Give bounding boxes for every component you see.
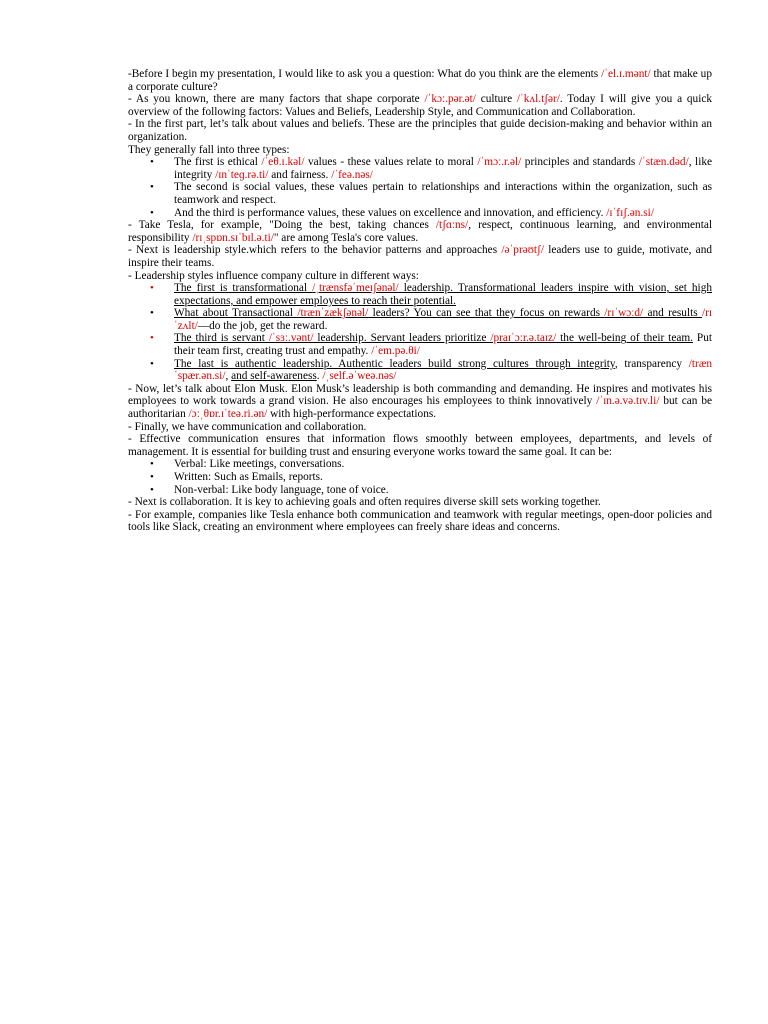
ipa-chance: /tʃɑːns/	[435, 219, 469, 232]
paragraph-factors: - As you known, there are many factors that shape corporate /ˈkɔː.pər.ət/ culture /ˈkʌl.tʃər/. Today I will give you a quick overview of the following factors: Values and Beliefs, Leadership Style, and Communication and Collaboration.	[128, 93, 712, 118]
ipa-prioritize: /praɪˈɔːr.ə.taɪz/	[490, 332, 557, 345]
bullet-icon: •	[150, 458, 154, 471]
ipa-corporate: /ˈkɔː.pər.ət/	[424, 93, 476, 106]
ipa-transparency: /trænˈspær.ən.si/	[174, 357, 713, 383]
ipa-fairness: /ˈfeə.nəs/	[331, 168, 373, 181]
ipa-transactional: /trænˈzækʃənəl/	[297, 307, 369, 320]
list-item-ethical: • The first is ethical /ˈeθ.ɪ.kəl/ values - these values relate to moral /ˈmɔː.r.əl/ principles and standards /ˈstæn.dəd/, like integrity /ɪnˈteɡ.rə.ti/ and fairness. /ˈfeə.nəs/	[150, 156, 712, 181]
bullet-icon: •	[150, 206, 154, 219]
paragraph-effective-communication: - Effective communication ensures that information flows smoothly between employees, departments, and levels of management. It is essential for building trust and ensuring everyone works toward the same goal. It can be:	[128, 433, 712, 458]
red-bullet-icon: •	[150, 282, 154, 295]
paragraph-collaboration: - Next is collaboration. It is key to achieving goals and often requires diverse skill sets working together.	[128, 496, 601, 509]
bullet-icon: •	[150, 307, 154, 320]
paragraph-three-types: They generally fall into three types:	[128, 143, 290, 156]
bullet-icon: •	[150, 483, 154, 496]
ipa-transformational: /ˌtrænsfəˈmeɪʃənəl/	[312, 282, 399, 295]
list-item-written: • Written: Such as Emails, reports.	[150, 471, 323, 483]
paragraph-elon-musk: - Now, let’s talk about Elon Musk. Elon Musk’s leadership is both commanding and demanding. He inspires and motivates his employees to work towards a grand vision. He also encourages his employees to think innovatively /ˈɪn.ə.və.tɪv.li/ but can be authoritarian /ɔːˌθɒr.ɪˈteə.ri.ən/ with high-performance expectations.	[128, 382, 712, 421]
ipa-result: /rɪˈzʌlt/	[174, 307, 712, 332]
ipa-moral: /ˈmɔː.r.əl/	[477, 156, 522, 169]
ipa-standard: /ˈstæn.dəd/	[638, 156, 689, 169]
list-item-non-verbal: • Non-verbal: Like body language, tone of voice.	[150, 483, 389, 496]
ipa-responsibility: /rɪˌspɒn.sɪˈbɪl.ə.ti/	[192, 231, 274, 244]
ipa-element: /ˈel.ɪ.mənt/	[601, 68, 651, 80]
list-item-servant: • The third is servant /ˈsɜː.vənt/ leadership. Servant leaders prioritize /praɪˈɔːr.ə.taɪz/ the well-being of their team. Put their team first, creating trust and empathy. /ˈem.pə.θi/	[150, 332, 712, 358]
paragraph-leadership-style: - Next is leadership style.which refers to the behavior patterns and approaches /əˈprəʊtʃ/ leaders use to guide, motivate, and inspire their teams.	[128, 244, 712, 269]
paragraph-leadership-styles: - Leadership styles influence company culture in different ways:	[128, 269, 419, 282]
list-item-social: • The second is social values, these values pertain to relationships and interactions within the organization, such as teamwork and respect.	[150, 181, 712, 206]
list-item-transactional: • What about Transactional /trænˈzækʃənəl/ leaders? You can see that they focus on rewards /rɪˈwɔːd/ and results /rɪˈzʌlt/—do the job, get the reward.	[150, 307, 712, 332]
ipa-reward: /rɪˈwɔːd/	[604, 307, 644, 320]
bullet-icon: •	[150, 156, 154, 169]
red-bullet-icon: •	[150, 332, 154, 345]
paragraph-tesla-example: - For example, companies like Tesla enhance both communication and teamwork with regular meetings, open-door policies and tools like Slack, creating an environment where employees can freely share ideas and concerns.	[128, 508, 712, 534]
paragraph-values-beliefs: - In the first part, let’s talk about values and beliefs. These are the principles that guide decision-making and behavior within an organization.	[128, 118, 712, 143]
document-body	[128, 68, 712, 534]
ipa-self-awareness: /ˌself.əˈweə.nəs/	[322, 370, 397, 383]
bullet-icon: •	[150, 471, 154, 483]
list-item-authentic: • The last is authentic leadership. Authentic leaders build strong cultures through integrity, transparency /trænˈspær.ən.si/, and self-awareness. /ˌself.əˈweə.nəs/	[150, 357, 713, 383]
bullet-icon: •	[150, 181, 154, 194]
list-item-transformational: • The first is transformational /ˌtrænsfəˈmeɪʃənəl/ leadership. Transformational leaders inspire with vision, set high expectations, and empower employees to reach their potential.	[150, 282, 712, 307]
ipa-innovatively: /ˈɪn.ə.və.tɪv.li/	[596, 395, 660, 408]
ipa-ethical: /ˈeθ.ɪ.kəl/	[261, 156, 305, 169]
leadership-styles-list	[128, 282, 712, 383]
ipa-authoritarian: /ɔːˌθɒr.ɪˈteə.ri.ən/	[188, 408, 268, 421]
paragraph-tesla-values: - Take Tesla, for example, "Doing the best, taking chances /tʃɑːns/, respect, continuous learning, and environmental responsibility /rɪˌspɒn.sɪˈbɪl.ə.ti/" are among Tesla's core values.	[128, 219, 712, 244]
ipa-efficiency: /ɪˈfɪʃ.ən.si/	[606, 206, 654, 219]
communication-types-list	[128, 458, 712, 496]
ipa-servant: /ˈsɜː.vənt/	[268, 332, 314, 345]
paragraph-elements-question: -Before I begin my presentation, I would like to ask you a question: What do you think are the elements /ˈel.ɪ.mənt/ that make up a corporate culture?	[128, 68, 712, 93]
bullet-icon: •	[150, 357, 154, 370]
list-item-performance: • And the third is performance values, these values on excellence and innovation, and efficiency. /ɪˈfɪʃ.ən.si/	[150, 206, 654, 219]
ipa-approach: /əˈprəʊtʃ/	[501, 244, 544, 257]
ipa-empathy: /ˈem.pə.θi/	[371, 345, 420, 358]
ipa-integrity: /ɪnˈteɡ.rə.ti/	[215, 168, 269, 181]
ipa-culture: /ˈkʌl.tʃər/	[516, 93, 560, 106]
list-item-verbal: • Verbal: Like meetings, conversations.	[150, 458, 345, 471]
paragraph-communication: - Finally, we have communication and collaboration.	[128, 420, 367, 433]
values-list	[128, 156, 712, 219]
